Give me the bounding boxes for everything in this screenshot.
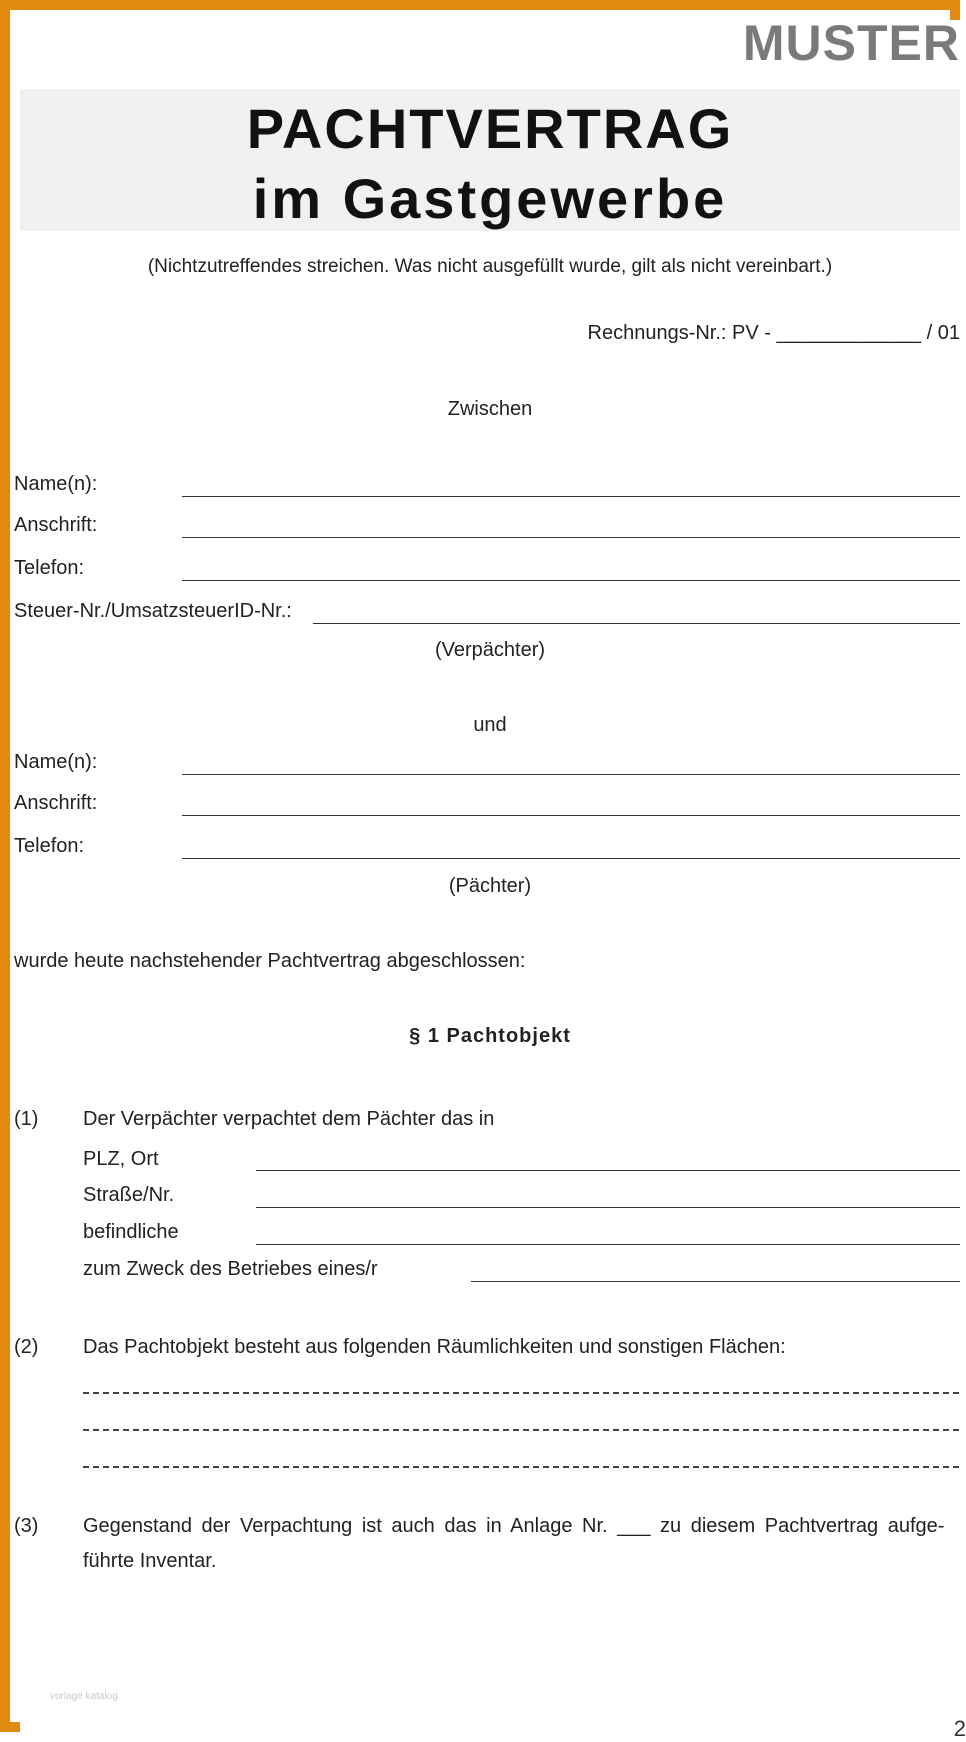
- and-label: und: [473, 714, 507, 736]
- paragraph-text: Das Pachtobjekt besteht aus folgenden Räumlichkeiten und sonstigen Flächen:: [83, 1336, 786, 1358]
- located-label: befindliche: [83, 1221, 179, 1243]
- document-page: [14, 15, 966, 1741]
- concluded-statement: wurde heute nachstehender Pachtvertrag abgeschlossen:: [14, 950, 526, 972]
- street-label: Straße/Nr.: [83, 1184, 175, 1206]
- between-label: Zwischen: [447, 398, 533, 420]
- paragraph-number: (1): [14, 1108, 39, 1130]
- paragraph-text-continued: führte Inventar.: [83, 1550, 217, 1572]
- rooms-line[interactable]: [83, 1392, 959, 1394]
- document-title: PACHTVERTRAG: [246, 97, 734, 160]
- invoice-number[interactable]: Rechnungs-Nr.: PV - _____________ / 01: [587, 322, 960, 344]
- lessor-role: (Verpächter): [434, 639, 546, 661]
- paragraph-text: Gegenstand der Verpachtung ist auch das in Anlage Nr. ___ zu diesem Pachtvertrag aufge-: [83, 1515, 945, 1537]
- purpose-label: zum Zweck des Betriebes eines/r: [83, 1258, 378, 1280]
- document-subtitle: im Gastgewerbe: [252, 167, 728, 230]
- lessor-phone-label: Telefon:: [14, 557, 85, 579]
- lessor-tax-field[interactable]: [313, 623, 960, 624]
- rooms-line[interactable]: [83, 1466, 959, 1468]
- tenant-phone-field[interactable]: [182, 858, 960, 859]
- plz-field[interactable]: [256, 1170, 960, 1171]
- plz-label: PLZ, Ort: [83, 1148, 159, 1170]
- paragraph-number: (2): [14, 1336, 39, 1358]
- tenant-name-label: Name(n):: [14, 751, 98, 773]
- lessor-phone-field[interactable]: [182, 580, 960, 581]
- paragraph-number: (3): [14, 1515, 39, 1537]
- street-field[interactable]: [256, 1207, 960, 1208]
- tenant-role: (Pächter): [448, 875, 532, 897]
- located-field[interactable]: [256, 1244, 960, 1245]
- section-heading: § 1 Pachtobjekt: [409, 1025, 571, 1047]
- lessor-tax-label: Steuer-Nr./UmsatzsteuerID-Nr.:: [14, 600, 292, 622]
- lessor-name-field[interactable]: [182, 496, 960, 497]
- tenant-address-field[interactable]: [182, 815, 960, 816]
- muster-stamp: MUSTER: [742, 15, 960, 71]
- tenant-address-label: Anschrift:: [14, 792, 98, 814]
- lessor-address-field[interactable]: [182, 537, 960, 538]
- lessor-address-label: Anschrift:: [14, 514, 98, 536]
- tenant-name-field[interactable]: [182, 774, 960, 775]
- instruction-note: (Nichtzutreffendes streichen. Was nicht ausgefüllt wurde, gilt als nicht vereinbart.): [147, 256, 833, 277]
- lessor-name-label: Name(n):: [14, 473, 98, 495]
- page-number: 2: [953, 1716, 966, 1741]
- purpose-field[interactable]: [471, 1281, 960, 1282]
- rooms-line[interactable]: [83, 1429, 959, 1431]
- tenant-phone-label: Telefon:: [14, 835, 85, 857]
- watermark: vorlage katalog: [50, 1691, 118, 1702]
- paragraph-text: Der Verpächter verpachtet dem Pächter das in: [83, 1108, 495, 1130]
